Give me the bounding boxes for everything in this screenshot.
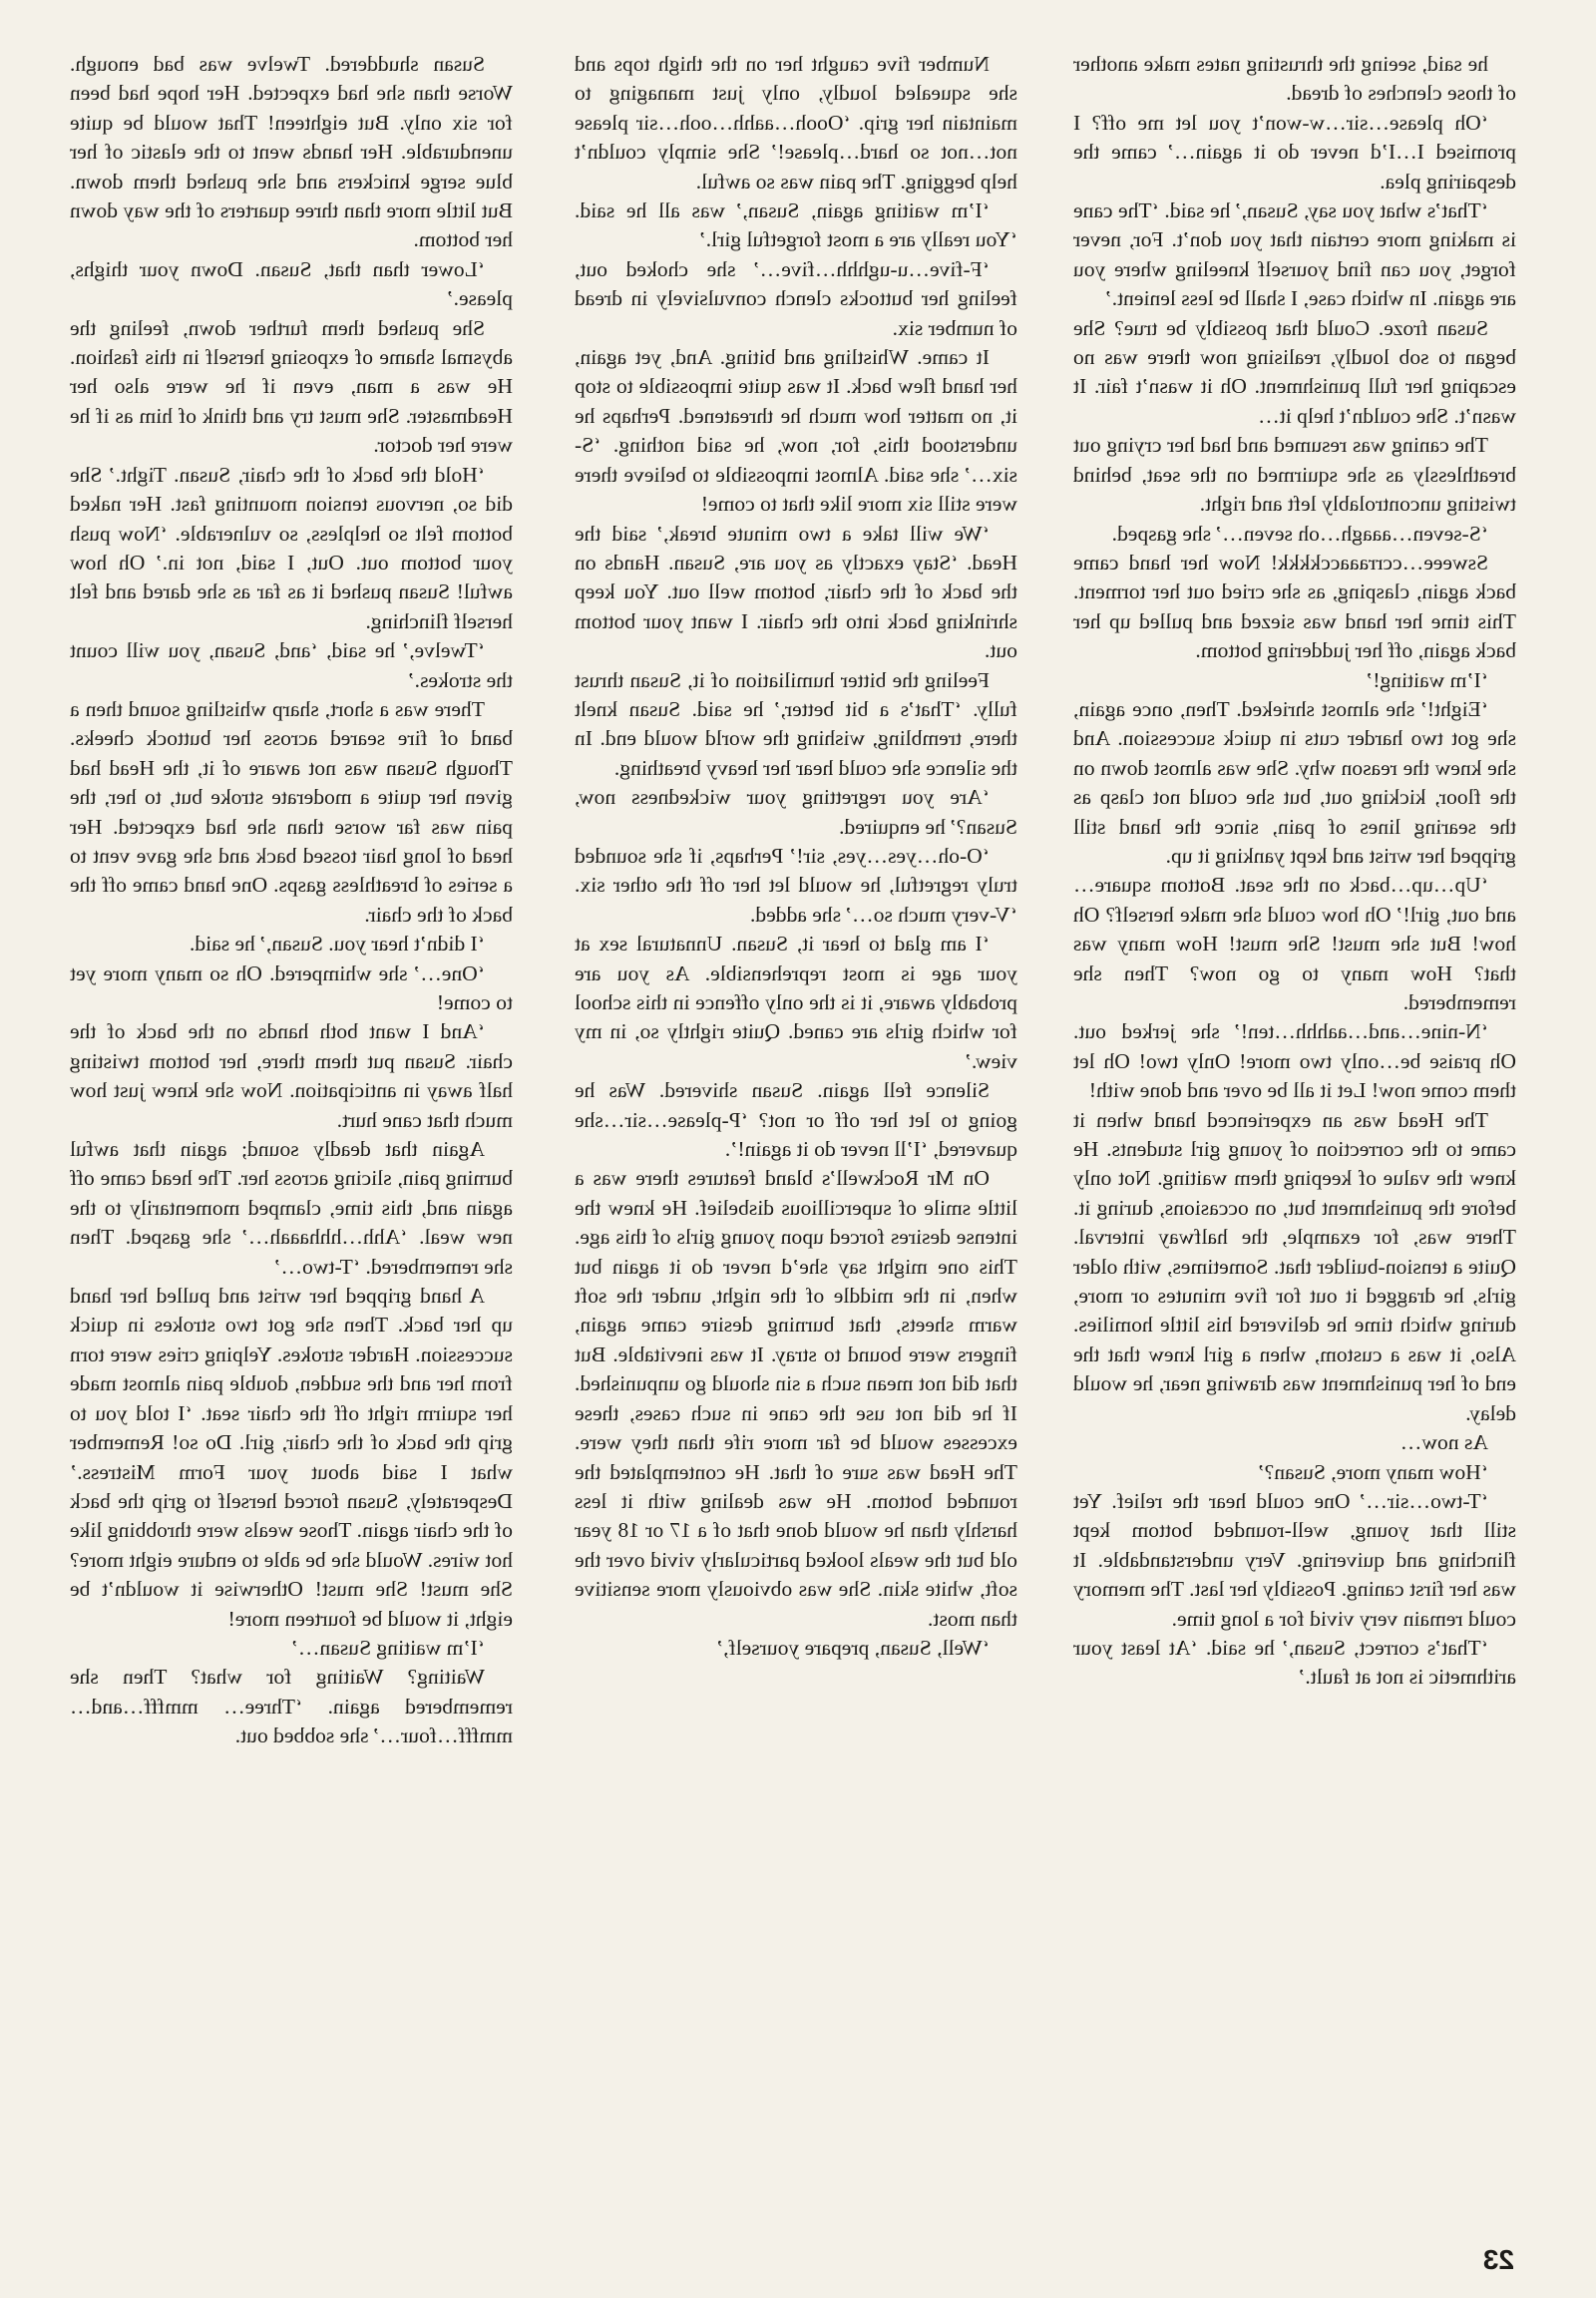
- paragraph: A hand gripped her wrist and pulled her hand up her back. Then she got two strokes in quick succession. Harder strokes. Yelping cries were torn from her and the sudden, double pain almost made her squirm right off the chair seat. ‘I told you to grip the back of the chair, girl. Do so! Remember what I said about your Form Mistress.’ Desperately, Susan forced herself to grip the back of the chair again. Those weals were throbbing like hot wires. Would she be able to endure eight more? She must! She must! Otherwise it wouldn’t be eight, it would be fourteen more!: [70, 1284, 513, 1631]
- paragraph: Silence fell again. Susan shivered. Was he going to let her off or not? ‘P-please…sir…she quavered, ‘I’ll never do it again!’.: [575, 1078, 1017, 1162]
- paragraph: ‘That’s what you say, Susan,’ he said. ‘The cane is making more certain that you don’t. For, never forget, you can find yourself kneeling where you are again. In which case, I shall be less lenient.’: [1073, 198, 1516, 311]
- paragraph: As now…: [1399, 1430, 1488, 1455]
- paragraph: Waiting? Waiting for what? Then she remembered again. ‘Three… mmfff…and…mmfff…four…’ she sobbed out.: [70, 1665, 513, 1748]
- paragraph: ‘I didn’t hear you. Susan,’ he said.: [189, 932, 485, 957]
- paragraph: Number five caught her on the thigh tops and she squealed loudly, only just managing to maintain her grip. ‘Oooh…aahh…ooh…sir please not…not so hard…please!’ She simply couldn’t help begging. The pain was so awful.: [575, 52, 1017, 193]
- paragraph: The Head was an experienced hand when it came to the correction of young girl students. He knew the value of keeping them waiting. Not only before the punishment but, on occasions, during it. There was, for example, the halfway interval. Quite a tension-builder that. Sometimes, with older girls, he dragged it out for five minutes or more, during which time he delivered his little homilies. Also, it was a custom, when a girl knew that the end of her punishment was drawing near, he would delay.: [1073, 1107, 1516, 1425]
- paragraph: ‘And I want both hands on the back of the chair. Susan put them there, her bottom twisting half away in anticipation. Now she knew just how much that cane hurt.: [70, 1019, 513, 1132]
- paragraph: ‘Lower than that, Susan. Down your thighs, please.’: [70, 256, 513, 311]
- paragraph: ‘Twelve,’ he said, ‘and, Susan, you will count the strokes.’: [70, 638, 513, 692]
- page-number: 23: [1482, 2244, 1514, 2275]
- paragraph: She pushed them further down, feeling the abysmal shame of exposing herself in this fashion. He was a man, even if he were also her Headmaster. She must try and think of him as if he were her doctor.: [70, 315, 513, 458]
- text-column-2: [575, 50, 1017, 2244]
- paragraph: ‘Hold the back of the chair, Susan. Tight.’ She did so, nervous tension mounting fast. Her naked bottom felt so helpless, so vulnerable. ‘Now push your bottom out. Out, I said, not in.’ Oh how awful! Susan pushed it as far as she dared and felt herself flinching.: [70, 462, 513, 633]
- paragraph: Again that deadly sound; again that awful burning pain, slicing across her. The head came off again and, this time, clamped momentarily to the new weal. ‘Ahh…hhhaaah…’ she gasped. Then she remembered. ‘T-two…’: [70, 1137, 513, 1279]
- paragraph: ‘I’m waiting Susan…’: [290, 1635, 485, 1660]
- paragraph: ‘One…’ she whimpered. Oh so many more yet to come!: [70, 960, 513, 1014]
- paragraph: ‘I am glad to hear it, Susan. Unnatural sex at your age is most reprehensible. As you are probably aware, it is the only offence in this school for which girls are caned. Quite rightly so, in my view.’: [575, 932, 1017, 1073]
- text-column-1: [1073, 50, 1516, 2244]
- paragraph: he said, seeing the thrusting nates make another of those clenches of dread.: [1073, 52, 1516, 106]
- paragraph: ‘S-seven…aaagh…oh seven…’ she gasped.: [1111, 521, 1488, 546]
- paragraph: ‘That’s correct, Susan,’ he said. ‘At least your arithmetic is not at fault.’: [1073, 1635, 1516, 1690]
- paragraph: ‘How many more, Susan?’: [1257, 1459, 1488, 1484]
- paragraph: ‘Eight!’ she almost shrieked. Then, once again, she got two harder cuts in quick succession. And she knew the reason why. She was almost down on the floor, kicking out, but she could not clasp as the searing lines of pain, since the hand still gripped her wrist and kept yanking it up.: [1073, 696, 1516, 868]
- paragraph: ‘F-five…u-ughhh…five…’ she choked out, feeling her buttocks clench convulsively in dread of number six.: [575, 256, 1017, 340]
- paragraph: Susan shuddered. Twelve was bad enough. Worse than she had expected. Her hope had been for six only. But eighteen! That would be quite unendurable. Her hands went to the elastic of her blue serge knickers and she pushed them down. But little more than three quarters of the way down her bottom.: [70, 52, 513, 252]
- paragraph: There was a short, sharp whistling sound then a band of fire seared across her buttock cheeks. Though Susan was not aware of it, the Head had given her quite a moderate stroke but, to her, the pain was far worse than she had expected. Her head of long hair tossed back and she gave vent to a series of breathless gasps. One hand came off the back of the chair.: [70, 696, 513, 927]
- paragraph: ‘Oh please…sir…w-won’t you let me off? I promised I…I’d never do it again…’ came the despairing plea.: [1073, 110, 1516, 193]
- paragraph: It came. Whistling and biting. And, yet again, her hand flew back. It was quite impossible to stop it, no matter how much he threatened. Perhaps he understood this, for, now, he said nothing. ‘S-six…’ she said. Almost impossible to believe there were still six more like that to come!: [575, 345, 1017, 517]
- paragraph: ‘N-nine…and…aahhh…ten!’ she jerked out. Oh praise be…only two more! Only two! Oh let them come now! Let it all be over and done with!: [1073, 1019, 1516, 1103]
- paragraph: The caning was resumed and had her crying out breathlessly as she squirmed on the seat, behind twisting uncontrolably left and right.: [1073, 433, 1516, 517]
- paragraph: ‘I’m waiting!’: [1366, 667, 1488, 692]
- paragraph: ‘O-oh…yes…yes, sir!’ Perhaps, if she sounded truly regretful, he would let her off the other six. ‘V-very much so…’ she added.: [575, 843, 1017, 927]
- paragraph: ‘Well, Susan, prepare yourself,’: [715, 1635, 990, 1660]
- paragraph: Susan froze. Could that possibly be true? She began to sob loudly, realising now there was no escaping her full punishment. Oh it wasn’t fair. It wasn’t. She couldn’t help it…: [1073, 315, 1516, 428]
- paragraph: ‘Are you regretting your wickedness now, Susan?’ he enquired.: [575, 785, 1017, 839]
- text-column-3: [70, 50, 513, 2244]
- paragraph: Ssweee…ccrraaacckkkk! Now her hand came back again, clasping, as she cried out her torment. This time her hand was siezed and pulled up her back again, off her juddering bottom.: [1073, 550, 1516, 663]
- paragraph: ‘Up…up…back on the seat. Bottom square…and out, girl!’ Oh how could she make herself? Oh how! But she must! She must! How many was that? How many to go now? Then she remembered.: [1073, 873, 1516, 1014]
- paragraph: Feeling the bitter humiliation of it, Susan thrust fully. ‘That’s a bit better,’ he said. Susan knelt there, trembling, wishing the world would end. In the silence she could hear her heavy breathing.: [575, 667, 1017, 780]
- paragraph: ‘I’m waiting again, Susan,’ was all he said. ‘You really are a most forgetful girl.’: [575, 198, 1017, 252]
- paragraph: On Mr Rockwell’s bland features there was a little smile of supercillious disbelief. He knew the intense desires forced upon young girls of this age. This one might say she’d never do it again but when, in the middle of the night, under the soft warm sheets, that burning desire came again, fingers were bound to stray. It was inevitable. But that did not mean such a sin should go unpunished. If he did not use the cane in such cases, these excesses would be far more rife than they were. The Head was sure of that. He contemplated the rounded bottom. He was dealing with it less harshly than he would done that of a 17 or 18 year old but the weals looked particularly vivid over the soft, white skin. She was obviously more sensitive than most.: [575, 1166, 1017, 1631]
- paragraph: ‘T-two…sir…’ One could hear the relief. Yet still that young, well-rounded bottom kept flinching and quivering. Very understandable. It was her first caning. Possibly her last. The memory could remain very vivid for a long time.: [1073, 1488, 1516, 1631]
- paragraph: ‘We will take a two minute break,’ said the Head. ‘Stay exactly as you are, Susan. Hands on the back of the chair, bottom well out. You keep shrinking back into the chair. I want your bottom out.: [575, 521, 1017, 663]
